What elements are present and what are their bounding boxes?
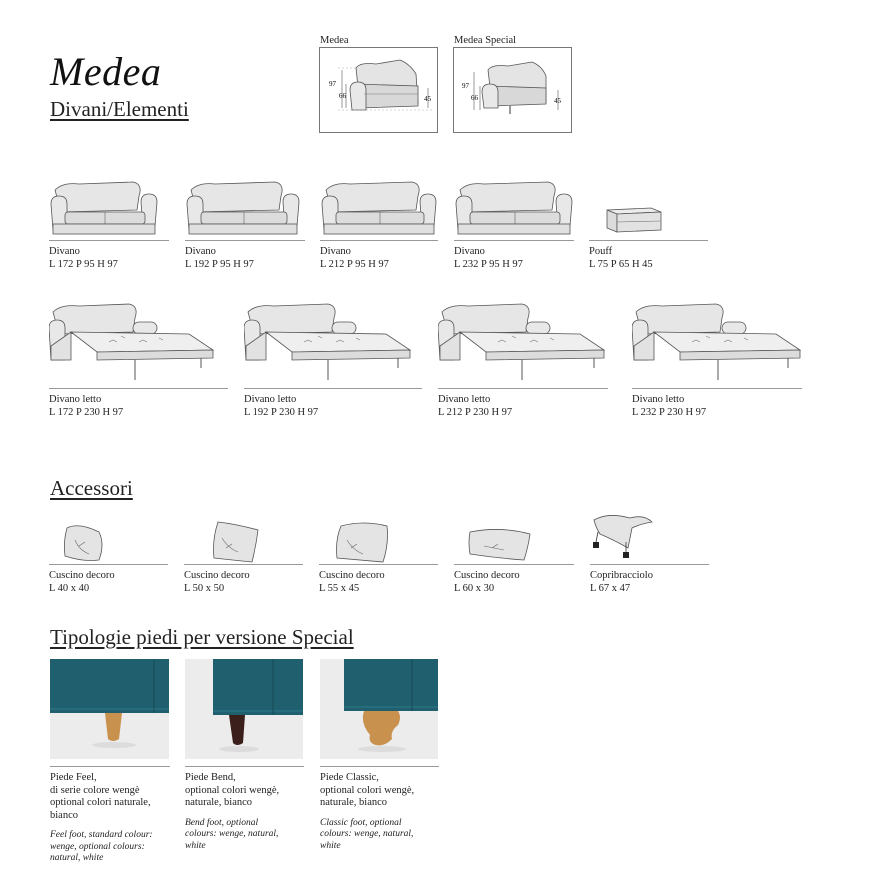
product-sofa-bed-212 [438, 302, 608, 419]
svg-text:66: 66 [471, 94, 478, 102]
product-name: Cuscino decoro [184, 570, 250, 581]
divider [49, 240, 169, 241]
desc-en-line: colours: wenge, natural, [320, 829, 414, 839]
sofa-drawing [320, 176, 438, 240]
divider [438, 388, 608, 389]
product-dims: L 67 x 47 [590, 582, 631, 594]
divider [320, 766, 439, 767]
product-name: Divano [454, 246, 485, 257]
divider [454, 564, 574, 565]
sofa-drawing [454, 176, 574, 240]
product-cushion-55 [319, 518, 438, 595]
divider [244, 388, 422, 389]
cushion-drawing [319, 518, 438, 564]
desc-line: naturale, bianco [185, 797, 253, 808]
product-pouff [589, 176, 708, 271]
product-cushion-50 [184, 518, 303, 595]
desc-en-line: natural, white [50, 853, 104, 863]
product-dims: L 212 P 230 H 97 [438, 406, 513, 418]
desc-en-line: Feel foot, standard colour: [50, 830, 153, 840]
divider [319, 564, 438, 565]
desc-en-line: wenge, optional colours: [50, 841, 145, 852]
divider [589, 240, 708, 241]
product-name: Divano letto [49, 394, 102, 405]
product-name: Divano letto [244, 394, 297, 405]
product-dims: L 212 P 95 H 97 [320, 258, 389, 270]
cushion-drawing [184, 518, 303, 564]
pouff-drawing [589, 176, 708, 240]
product-sofa-bed-172 [49, 302, 228, 419]
foot-bend-image [185, 659, 303, 759]
divider [590, 564, 709, 565]
foot-classic-image [320, 659, 438, 759]
desc-line: Piede Classic, [320, 772, 379, 783]
sofa-drawing [185, 176, 301, 240]
product-dims: L 55 x 45 [319, 582, 360, 594]
divider [454, 240, 574, 241]
product-name: Divano [185, 246, 216, 257]
desc-line: di serie colore wengè [50, 784, 140, 796]
product-sofa-212 [320, 176, 438, 271]
svg-text:66: 66 [339, 92, 346, 100]
cushion-drawing [49, 518, 168, 564]
sofa-side-view-drawing [320, 48, 437, 132]
page-title: Medea [50, 49, 162, 94]
divider [49, 564, 168, 565]
section-title-piedi: Tipologie piedi per versione Special [50, 625, 354, 649]
divider [49, 388, 228, 389]
svg-text:45: 45 [554, 97, 561, 105]
product-name: Cuscino decoro [49, 570, 115, 581]
product-dims: L 50 x 50 [184, 582, 225, 594]
product-dims: L 172 P 230 H 97 [49, 406, 124, 418]
section-title-accessori: Accessori [50, 476, 133, 500]
product-dims: L 75 P 65 H 45 [589, 258, 653, 270]
product-sofa-192 [185, 176, 305, 271]
product-dims: L 232 P 230 H 97 [632, 406, 707, 418]
foot-feel-description [50, 766, 170, 865]
product-dims: L 192 P 95 H 97 [185, 258, 254, 270]
armrest-cover-drawing [590, 510, 709, 564]
spec-view-medea-special [453, 47, 572, 133]
product-armrest-cover [590, 510, 709, 595]
section-title-divani: Divani/Elementi [50, 97, 189, 121]
sofa-bed-drawing [438, 302, 608, 388]
product-dims: L 232 P 95 H 97 [454, 258, 523, 270]
desc-line: naturale, bianco [320, 797, 388, 808]
divider [632, 388, 802, 389]
divider [184, 564, 303, 565]
svg-text:97: 97 [329, 80, 336, 88]
desc-en-line: white [320, 840, 341, 851]
desc-line: bianco [50, 809, 78, 821]
divider [50, 766, 170, 767]
desc-en-line: Classic foot, optional [320, 817, 402, 828]
spec-label-medea: Medea [320, 35, 349, 46]
product-dims: L 172 P 95 H 97 [49, 258, 118, 270]
foot-feel-image [50, 659, 169, 759]
desc-line: optional colori wengè, [185, 784, 280, 796]
product-sofa-bed-192 [244, 302, 422, 419]
spec-view-medea [319, 47, 438, 133]
sofa-side-view-special-drawing [454, 48, 571, 132]
photo-foot-classic [320, 659, 438, 759]
product-name: Cuscino decoro [454, 570, 520, 581]
product-name: Divano letto [632, 394, 685, 405]
spec-label-medea-special: Medea Special [454, 35, 517, 46]
desc-line: optional colori naturale, [50, 797, 151, 808]
product-name: Divano [320, 246, 351, 257]
foot-bend-description [185, 766, 304, 852]
svg-text:97: 97 [462, 82, 469, 90]
photo-foot-bend [185, 659, 303, 759]
product-name: Divano letto [438, 394, 491, 405]
divider [320, 240, 438, 241]
product-dims: L 40 x 40 [49, 582, 90, 594]
product-sofa-232 [454, 176, 574, 271]
product-cushion-60 [454, 518, 574, 595]
desc-line: Piede Feel, [50, 772, 97, 783]
sofa-bed-drawing [49, 302, 219, 388]
sofa-bed-drawing [244, 302, 414, 388]
cushion-drawing [454, 518, 574, 564]
divider [185, 766, 304, 767]
photo-foot-feel [50, 659, 169, 759]
svg-text:45: 45 [424, 95, 431, 103]
product-cushion-40 [49, 518, 168, 595]
product-dims: L 192 P 230 H 97 [244, 406, 319, 418]
product-name: Pouff [589, 246, 613, 257]
desc-en-line: Bend foot, optional [185, 817, 259, 828]
divider [185, 240, 305, 241]
sofa-drawing [49, 176, 159, 240]
product-sofa-172 [49, 176, 169, 271]
desc-line: optional colori wengè, [320, 784, 415, 796]
sofa-bed-drawing [632, 302, 802, 388]
product-sofa-bed-232 [632, 302, 802, 419]
desc-en-line: colours: wenge, natural, [185, 829, 279, 839]
product-name: Copribracciolo [590, 570, 653, 581]
product-dims: L 60 x 30 [454, 582, 495, 594]
foot-classic-description [320, 766, 439, 852]
product-name: Cuscino decoro [319, 570, 385, 581]
desc-en-line: white [185, 840, 206, 851]
desc-line: Piede Bend, [185, 772, 236, 783]
product-name: Divano [49, 246, 80, 257]
